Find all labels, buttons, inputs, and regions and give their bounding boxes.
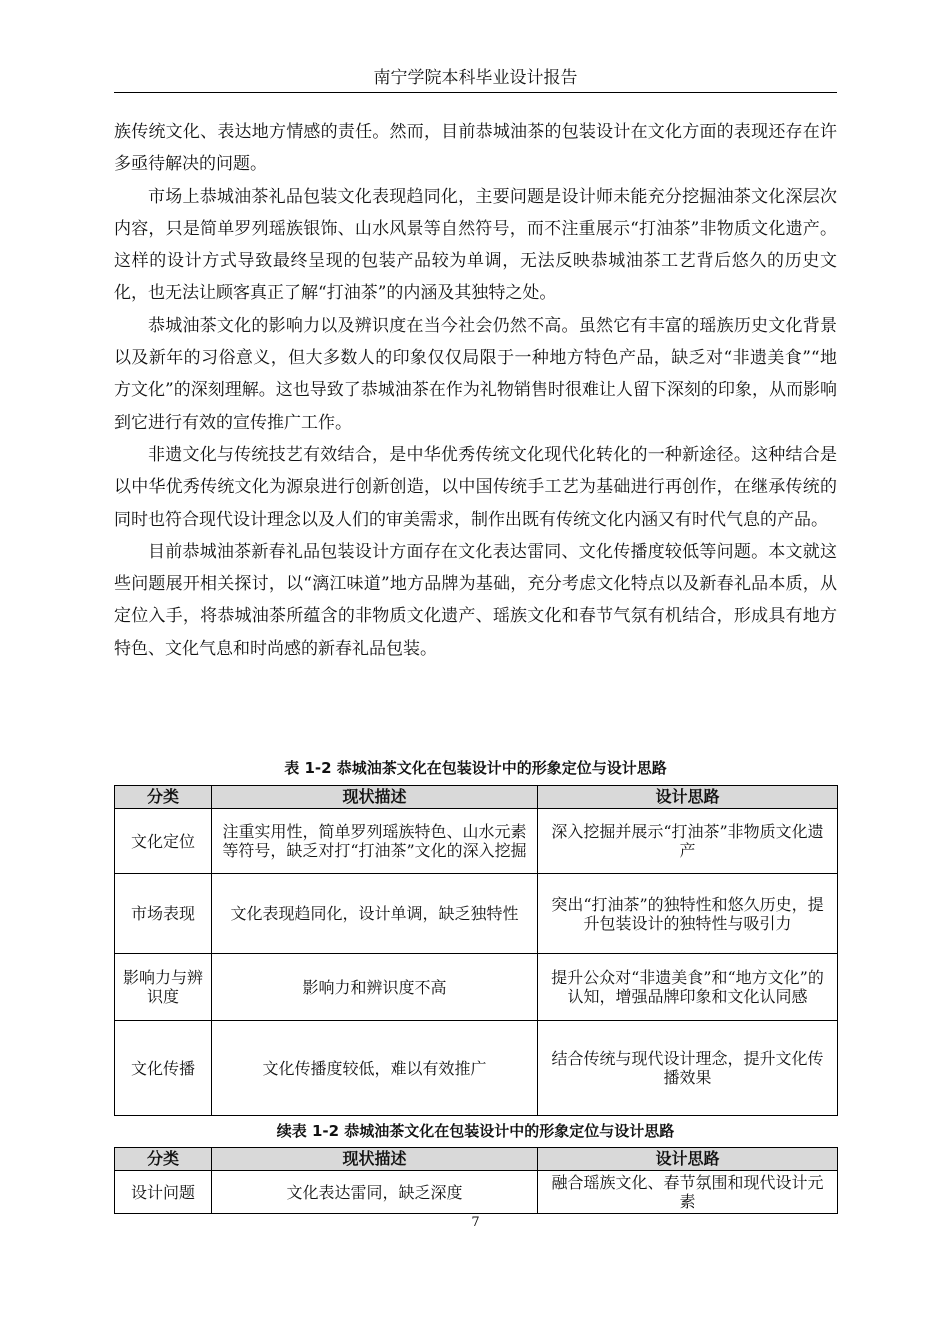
table-cell: 融合瑶族文化、春节氛围和现代设计元素 [538,1171,838,1214]
page-header: 南宁学院本科毕业设计报告 [373,68,578,88]
table-row [115,809,838,874]
data-table [114,785,838,1116]
table-row [115,874,838,954]
table-caption: 表 1-2 恭城油茶文化在包装设计中的形象定位与设计思路 [284,759,667,777]
table-cell: 突出“打油茶”的独特性和悠久历史，提升包装设计的独特性与吸引力 [538,874,838,954]
data-table-continued [114,1147,838,1214]
paragraph-5: 目前恭城油茶新春礼品包装设计方面存在文化表达雷同、文化传播度较低等问题。本文就这些问题展开相关探讨，以“漓江味道”地方品牌为基础，充分考虑文化特点以及新春礼品本质，从定位入手，将恭城油茶所蕴含的非物质文化遗产、瑶族文化和春节气氛有机结合，形成具有地方特色、文化气息和时尚感的新春礼品包装。 [114,541,837,659]
table-cell: 文化定位 [115,809,212,874]
table-cell: 文化传播度较低，难以有效推广 [212,1021,538,1116]
table-cell: 文化表现趋同化，设计单调，缺乏独特性 [212,874,538,954]
paragraph-3: 恭城油茶文化的影响力以及辨识度在当今社会仍然不高。虽然它有丰富的瑶族历史文化背景以及新年的习俗意义，但大多数人的印象仅仅局限于一种地方特色产品，缺乏对“非遗美食”“地方文化”的深刻理解。这也导致了恭城油茶在作为礼物销售时很难让人留下深刻的印象，从而影响到它进行有效的宣传推广工作。 [114,315,837,433]
body-text [114,116,837,665]
table-row [115,954,838,1021]
header-rule [114,92,837,93]
table-cell: 文化表达雷同，缺乏深度 [212,1171,538,1214]
paragraph-1: 族传统文化、表达地方情感的责任。然而，目前恭城油茶的包装设计在文化方面的表现还存在许多亟待解决的问题。 [114,122,837,175]
table-row [115,1171,838,1214]
table-cell: 结合传统与现代设计理念，提升文化传播效果 [538,1021,838,1116]
table-cell: 影响力和辨识度不高 [212,954,538,1021]
table-caption-continued: 续表 1-2 恭城油茶文化在包装设计中的形象定位与设计思路 [276,1122,675,1140]
page-number: 7 [471,1215,480,1230]
column-header: 设计思路 [538,1148,838,1171]
table-cell: 深入挖掘并展示“打油茶”非物质文化遗产 [538,809,838,874]
table-header-row [115,1148,838,1171]
paragraph-4: 非遗文化与传统技艺有效结合，是中华优秀传统文化现代化转化的一种新途径。这种结合是以中华优秀传统文化为源泉进行创新创造，以中国传统手工艺为基础进行再创作，在继承传统的同时也符合现代设计理念以及人们的审美需求，制作出既有传统文化内涵又有时代气息的产品。 [114,444,837,530]
column-header: 设计思路 [538,786,838,809]
column-header: 现状描述 [212,786,538,809]
table-cell: 设计问题 [115,1171,212,1214]
table-cell: 影响力与辨识度 [115,954,212,1021]
column-header: 现状描述 [212,1148,538,1171]
table-cell: 提升公众对“非遗美食”和“地方文化”的认知，增强品牌印象和文化认同感 [538,954,838,1021]
column-header: 分类 [115,1148,212,1171]
paragraph-2: 市场上恭城油茶礼品包装文化表现趋同化，主要问题是设计师未能充分挖掘油茶文化深层次内容，只是简单罗列瑶族银饰、山水风景等自然符号，而不注重展示“打油茶”非物质文化遗产。这样的设计方式导致最终呈现的包装产品较为单调，无法反映恭城油茶工艺背后悠久的历史文化，也无法让顾客真正了解“打油茶”的内涵及其独特之处。 [114,186,837,304]
table-cell: 市场表现 [115,874,212,954]
table-row [115,1021,838,1116]
column-header: 分类 [115,786,212,809]
table-header-row [115,786,838,809]
table-cell: 文化传播 [115,1021,212,1116]
table-cell: 注重实用性，简单罗列瑶族特色、山水元素等符号，缺乏对打“打油茶”文化的深入挖掘 [212,809,538,874]
